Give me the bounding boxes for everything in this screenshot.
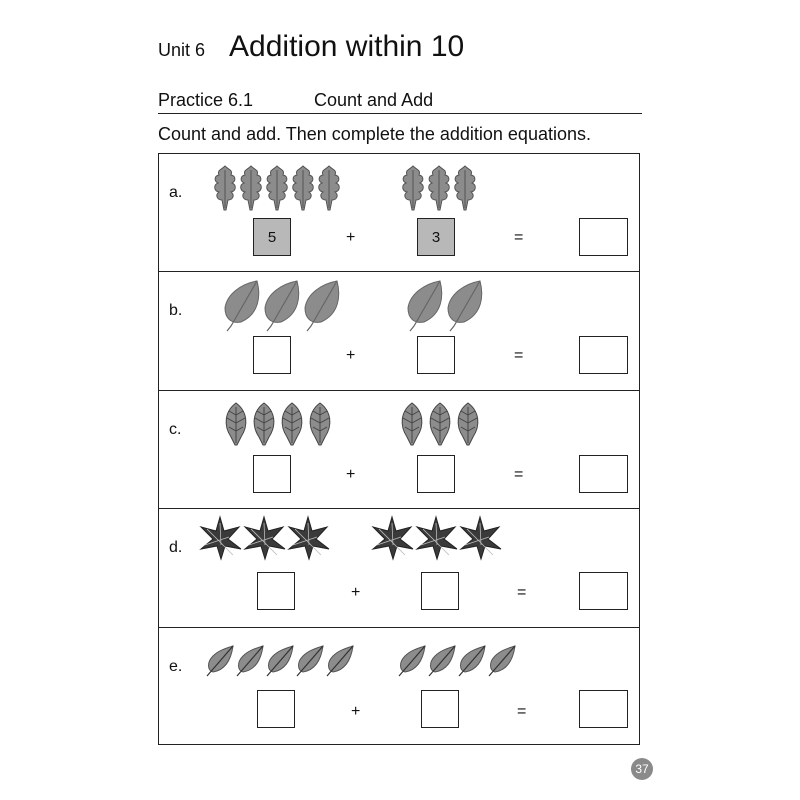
problem-label: d. xyxy=(169,539,183,557)
leaf-icon xyxy=(315,164,343,217)
leaf-icon xyxy=(485,644,517,683)
problem-label: a. xyxy=(169,184,183,201)
leaf-icon xyxy=(399,164,427,217)
leaf-icon xyxy=(457,515,503,566)
page-header xyxy=(158,30,464,64)
unit-label: Unit 6 xyxy=(158,40,206,60)
second-addend-box[interactable] xyxy=(417,336,455,374)
leaf-icon xyxy=(237,164,265,217)
leaf-icon xyxy=(301,278,343,337)
leaf-icon xyxy=(413,515,459,566)
leaf-icon xyxy=(221,278,263,337)
leaf-icon xyxy=(221,401,251,452)
plus-sign: + xyxy=(346,465,356,483)
first-addend-box[interactable] xyxy=(253,336,291,374)
sum-box[interactable] xyxy=(579,455,628,493)
leaf-icon xyxy=(233,644,265,683)
page-number-badge: 37 xyxy=(631,758,653,780)
sum-box[interactable] xyxy=(579,572,628,610)
leaf-icon xyxy=(211,164,239,217)
leaf-icon xyxy=(285,515,331,566)
problem-label: c. xyxy=(169,420,182,438)
problem-label: b. xyxy=(169,302,183,320)
equals-sign: = xyxy=(517,584,527,602)
second-addend-box[interactable]: 3 xyxy=(417,218,455,256)
leaf-icon xyxy=(277,401,307,452)
problem-row-a xyxy=(159,154,639,272)
leaf-icon xyxy=(197,515,243,566)
leaf-icon xyxy=(293,644,325,683)
sum-box[interactable] xyxy=(579,690,628,728)
first-addend-box[interactable] xyxy=(253,455,291,493)
leaf-icon xyxy=(263,644,295,683)
practice-name: Count and Add xyxy=(314,90,434,110)
second-addend-box[interactable] xyxy=(421,572,459,610)
plus-sign: + xyxy=(351,584,361,602)
first-addend-box[interactable]: 5 xyxy=(253,218,291,256)
second-addend-box[interactable] xyxy=(417,455,455,493)
page-title: Addition within 10 xyxy=(229,30,465,63)
equals-sign: = xyxy=(514,465,524,483)
plus-sign: + xyxy=(346,347,356,365)
plus-sign: + xyxy=(346,229,356,246)
problem-label: e. xyxy=(169,657,183,675)
first-addend-box[interactable] xyxy=(257,690,295,728)
first-addend-box[interactable] xyxy=(257,572,295,610)
leaf-icon xyxy=(395,644,427,683)
leaf-icon xyxy=(369,515,415,566)
practice-number: Practice 6.1 xyxy=(158,90,254,110)
leaf-icon xyxy=(203,644,235,683)
equals-sign: = xyxy=(517,702,527,720)
leaf-icon xyxy=(404,278,446,337)
equals-sign: = xyxy=(514,229,524,246)
leaf-icon xyxy=(289,164,317,217)
sum-box[interactable] xyxy=(579,336,628,374)
leaf-icon xyxy=(241,515,287,566)
leaf-icon xyxy=(261,278,303,337)
practice-heading xyxy=(158,90,642,114)
leaf-icon xyxy=(453,401,483,452)
equals-sign: = xyxy=(514,347,524,365)
plus-sign: + xyxy=(351,702,361,720)
exercise-grid xyxy=(158,153,640,745)
problem-row-c xyxy=(159,391,639,509)
leaf-icon xyxy=(455,644,487,683)
leaf-icon xyxy=(425,401,455,452)
leaf-icon xyxy=(451,164,479,217)
leaf-icon xyxy=(444,278,486,337)
leaf-icon xyxy=(263,164,291,217)
leaf-icon xyxy=(397,401,427,452)
leaf-icon xyxy=(305,401,335,452)
leaf-icon xyxy=(249,401,279,452)
leaf-icon xyxy=(425,644,457,683)
leaf-icon xyxy=(323,644,355,683)
problem-row-d xyxy=(159,509,639,627)
leaf-icon xyxy=(425,164,453,217)
problem-row-e xyxy=(159,628,639,746)
instruction-text: Count and add. Then complete the addition equations. xyxy=(158,124,591,144)
sum-box[interactable] xyxy=(579,218,628,256)
second-addend-box[interactable] xyxy=(421,690,459,728)
problem-row-b xyxy=(159,272,639,390)
